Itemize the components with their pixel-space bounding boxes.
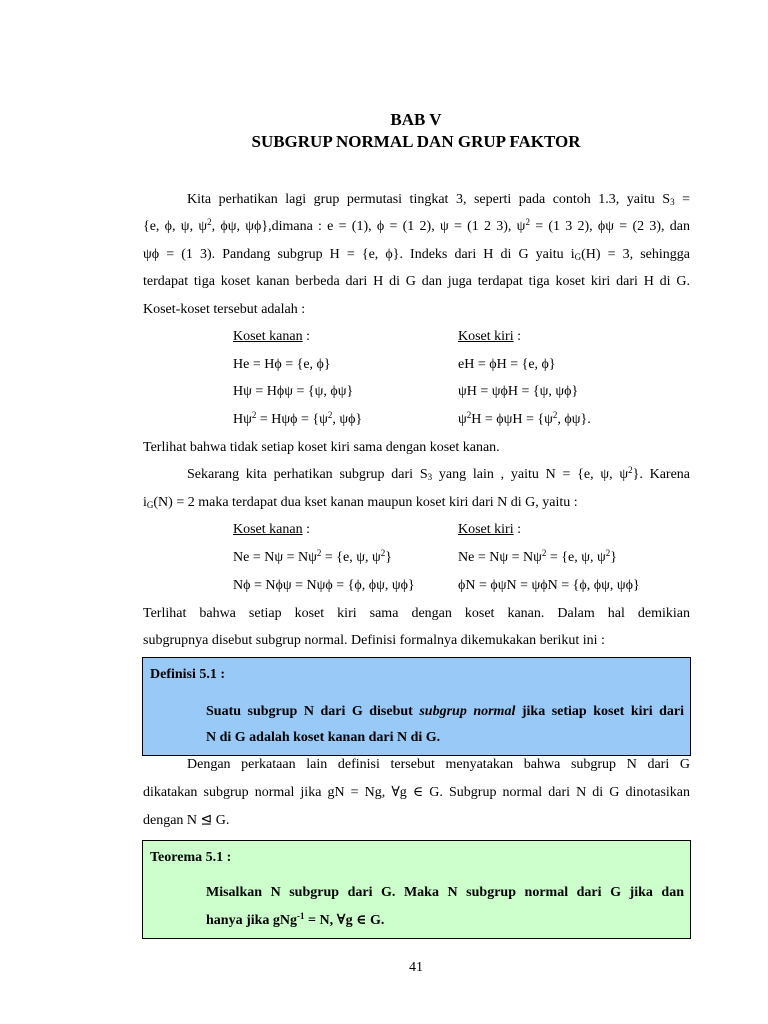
coset-equation: He = Hϕ = {e, ϕ}: [233, 357, 331, 372]
definition-text-line: Suatu subgrup N dari G disebut subgrup normal jika setiap koset kiri dari: [206, 704, 684, 719]
paragraph-line: {e, ϕ, ψ, $\psi^2$, ϕψ, ψϕ},dimana : e = (1), ϕ = (1 2), ψ = (1 2 3), $\psi^2 = (1$ 3 2), ϕψ = (2 3), dan: [143, 217, 690, 234]
paragraph-line: $i_G(N) = 2$ maka terdapat dua kset kanan maupun koset kiri dari N di G, yaitu :: [143, 495, 578, 510]
coset-equation: $\psi^2H = \phi\psi H = \{\psi^2$, ϕψ}.: [458, 410, 591, 427]
paragraph-line: Koset-koset tersebut adalah :: [143, 302, 306, 317]
right-coset-heading: Koset kanan :: [233, 329, 310, 344]
coset-equation: Hψ = Hϕψ = {ψ, ϕψ}: [233, 384, 354, 399]
coset-equation: ψH = ψϕH = {ψ, ψϕ}: [458, 384, 579, 399]
paragraph-line: dengan N ⊴ G.: [143, 813, 230, 828]
page-number: 41: [409, 960, 423, 975]
theorem-text-line: hanya jika gNg$^{-1}$ = N, ∀g ∈ G.: [206, 911, 385, 928]
definition-text-line: N di G adalah koset kanan dari N di G.: [206, 730, 441, 745]
paragraph-line: Terlihat bahwa setiap koset kiri sama dengan koset kanan. Dalam hal demikian: [143, 606, 690, 621]
coset-equation: $Ne = N\psi = N\psi^2 = \{e$, ψ, $\psi^2$}: [458, 548, 617, 565]
paragraph-line: ψϕ = (1 3). Pandang subgrup H = {e, ϕ}. Indeks dari H di G yaitu $i_G(H) = 3$, sehingga: [143, 247, 690, 262]
paragraph-line: Dengan perkataan lain definisi tersebut menyatakan bahwa subgrup N dari G: [187, 757, 690, 772]
paragraph-line: terdapat tiga koset kanan berbeda dari H di G dan juga terdapat tiga koset kiri dari H di G.: [143, 274, 690, 289]
coset-equation: $Ne = N\psi = N\psi^2 = \{e$, ψ, $\psi^2$}: [233, 548, 392, 565]
paragraph-line: Terlihat bahwa tidak setiap koset kiri sama dengan koset kanan.: [143, 440, 500, 455]
paragraph-line: subgrupnya disebut subgrup normal. Definisi formalnya dikemukakan berikut ini :: [143, 633, 605, 648]
theorem-text-line: Misalkan N subgrup dari G. Maka N subgrup normal dari G jika dan: [206, 885, 684, 900]
paragraph-line: Kita perhatikan lagi grup permutasi tingkat 3, seperti pada contoh 1.3, yaitu $S_3$ =: [187, 192, 690, 207]
theorem-label: Teorema 5.1 :: [150, 850, 232, 865]
coset-equation: $H\psi^2 = H\psi\phi = \{\psi^2$, ψϕ}: [233, 410, 363, 427]
left-coset-heading: Koset kiri :: [458, 522, 521, 537]
chapter-title: SUBGRUP NORMAL DAN GRUP FAKTOR: [251, 132, 581, 151]
coset-equation: ϕN = ϕψN = ψϕN = {ϕ, ϕψ, ψϕ}: [458, 578, 640, 593]
coset-equation: Nϕ = Nϕψ = Nψϕ = {ϕ, ϕψ, ψϕ}: [233, 578, 415, 593]
left-coset-heading: Koset kiri :: [458, 329, 521, 344]
definition-label: Definisi 5.1 :: [150, 667, 226, 682]
paragraph-line: Sekarang kita perhatikan subgrup dari $S_3$ yang lain , yaitu N = {e, ψ, $\psi^2$}. Karena: [187, 465, 691, 482]
chapter-number: BAB V: [390, 110, 442, 129]
definition-box: [142, 657, 691, 756]
right-coset-heading: Koset kanan :: [233, 522, 310, 537]
coset-equation: eH = ϕH = {e, ϕ}: [458, 357, 556, 372]
paragraph-line: dikatakan subgrup normal jika gN = Ng, ∀g ∈ G. Subgrup normal dari N di G dinotasikan: [143, 785, 690, 800]
theorem-box: [142, 840, 691, 939]
